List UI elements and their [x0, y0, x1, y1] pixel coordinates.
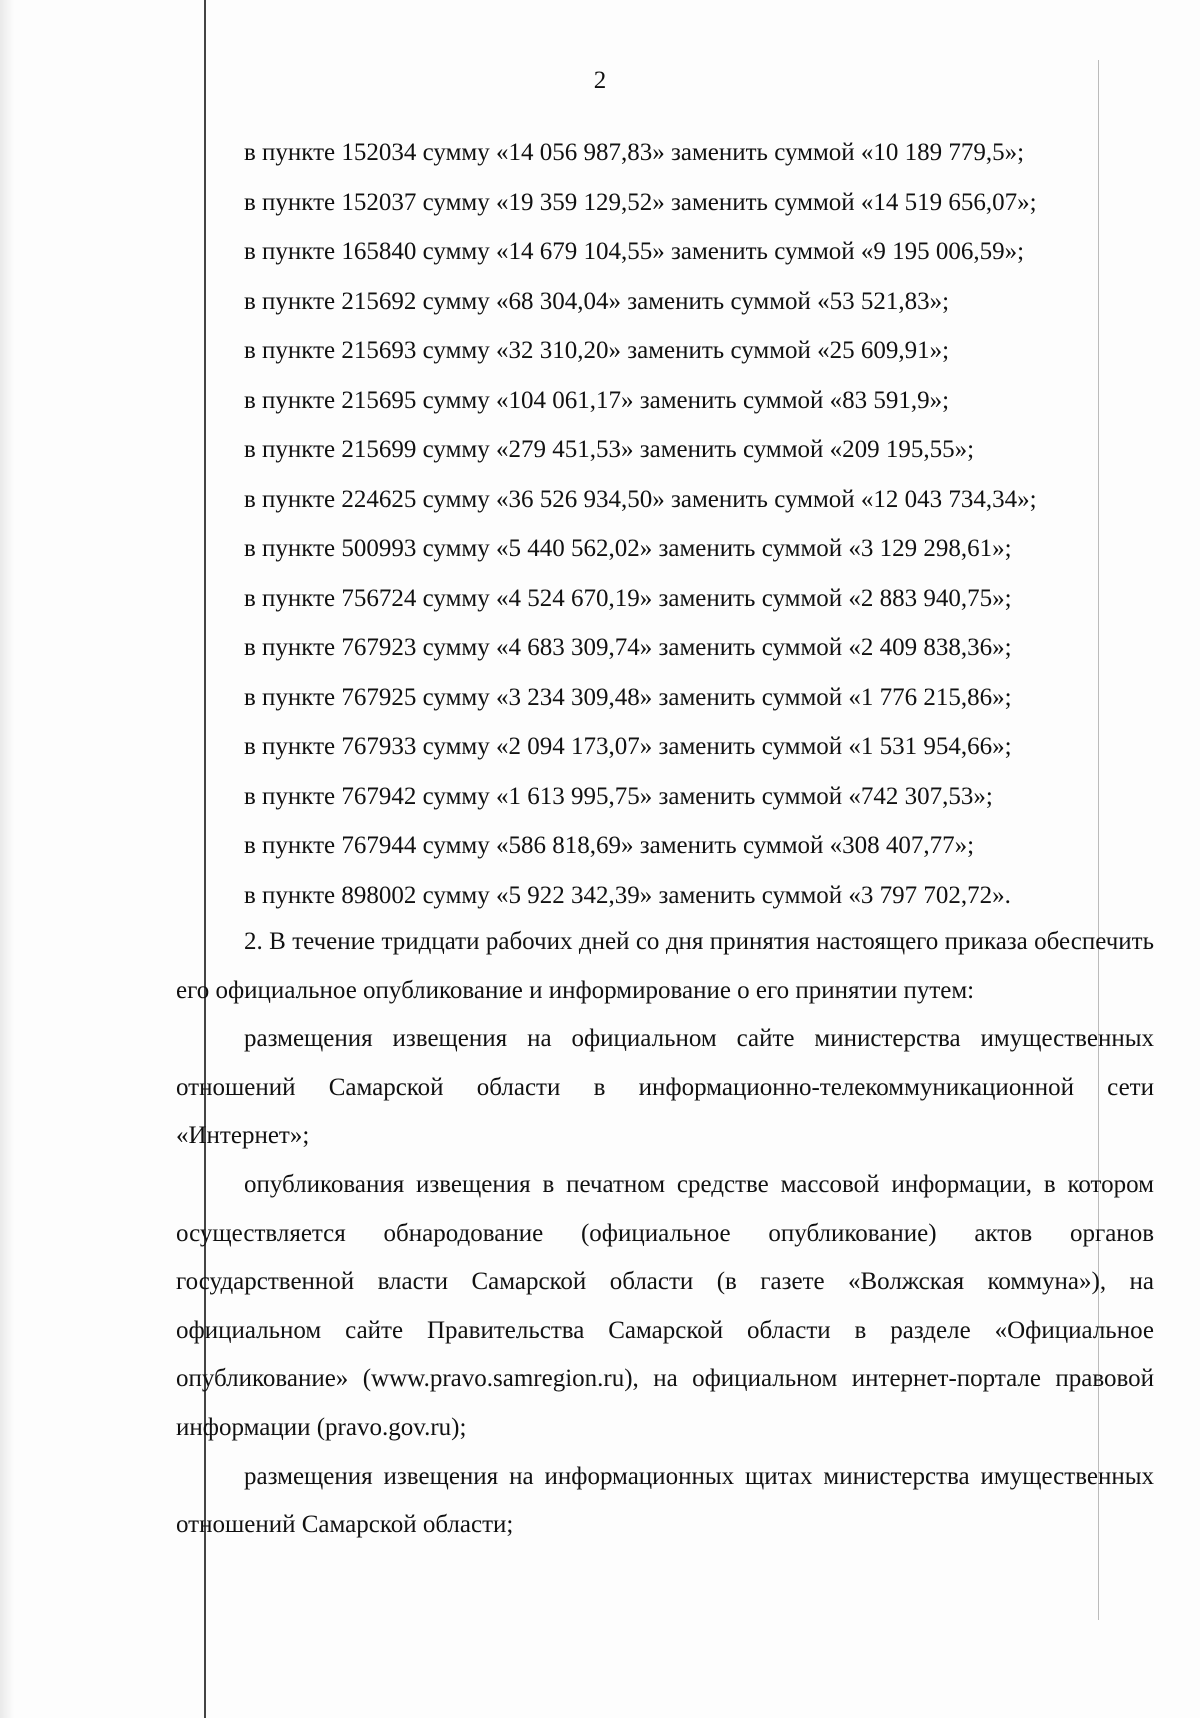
amendment-item: в пункте 215695 сумму «104 061,17» заменить суммой «83 591,9»; — [244, 386, 950, 414]
amendment-item: в пункте 767923 сумму «4 683 309,74» заменить суммой «2 409 838,36»; — [244, 634, 1012, 661]
paragraph-publication-order: 2. В течение тридцати рабочих дней со дня принятия настоящего приказа обеспечить его официальное опубликование и информирование о его принятии путем: — [176, 928, 1154, 1004]
amendment-item: в пункте 767933 сумму «2 094 173,07» заменить суммой «1 531 954,66»; — [244, 733, 1012, 760]
amendment-item: в пункте 165840 сумму «14 679 104,55» заменить суммой «9 195 006,59»; — [244, 238, 1025, 265]
amendment-item: в пункте 898002 сумму «5 922 342,39» заменить суммой «3 797 702,72». — [244, 881, 1011, 909]
amendment-item: в пункте 500993 сумму «5 440 562,02» заменить суммой «3 129 298,61»; — [244, 535, 1012, 562]
body-text — [176, 918, 1154, 1550]
amendment-item: в пункте 224625 сумму «36 526 934,50» заменить суммой «12 043 734,34»; — [244, 485, 1037, 513]
amendment-item: в пункте 756724 сумму «4 524 670,19» заменить суммой «2 883 940,75»; — [244, 584, 1012, 612]
paragraph-website-notice: размещения извещения на официальном сайте министерства имущественных отношений Самарской области в информационно-телекоммуникационной сети «Интернет»; — [176, 1025, 1154, 1150]
amendment-item: в пункте 215693 сумму «32 310,20» заменить суммой «25 609,91»; — [244, 337, 950, 364]
amendment-item: в пункте 215699 сумму «279 451,53» заменить суммой «209 195,55»; — [244, 436, 975, 463]
page-number: 2 — [593, 67, 607, 94]
amendment-item: в пункте 152037 сумму «19 359 129,52» заменить суммой «14 519 656,07»; — [244, 188, 1037, 216]
amendment-item: в пункте 215692 сумму «68 304,04» заменить суммой «53 521,83»; — [244, 287, 950, 315]
amendment-item: в пункте 767925 сумму «3 234 309,48» заменить суммой «1 776 215,86»; — [244, 683, 1012, 711]
amendment-item: в пункте 152034 сумму «14 056 987,83» заменить суммой «10 189 779,5»; — [244, 139, 1025, 166]
paragraph-print-publication: опубликования извещения в печатном средстве массовой информации, в котором осуществляется обнародование (официальное опубликование) актов органов государственной власти Самарской области (в газете «Волжская коммуна»), на официальном сайте Правительства Самарской области в разделе «Официальное опубликование» (www.pravo.samregion.ru), на официальном интернет-портале правовой информации (pravo.gov.ru); — [176, 1170, 1154, 1441]
amendment-list — [244, 128, 1144, 920]
scan-edge-shadow — [0, 0, 14, 1718]
amendment-item: в пункте 767942 сумму «1 613 995,75» заменить суммой «742 307,53»; — [244, 782, 993, 810]
amendment-item: в пункте 767944 сумму «586 818,69» заменить суммой «308 407,77»; — [244, 832, 975, 859]
paragraph-notice-boards: размещения извещения на информационных щитах министерства имущественных отношений Самарской области; — [176, 1462, 1154, 1539]
